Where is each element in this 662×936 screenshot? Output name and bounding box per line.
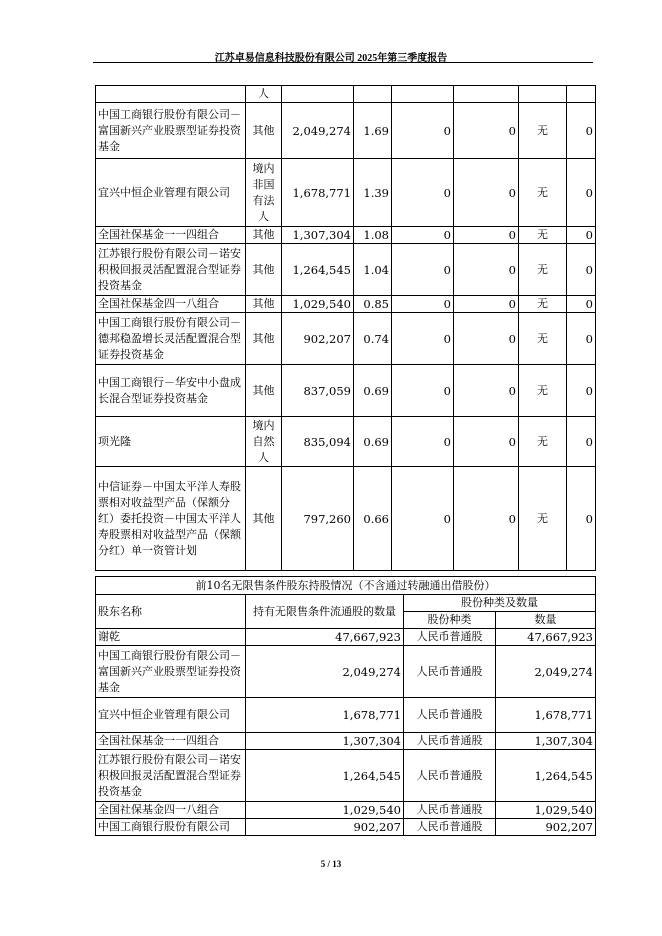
holder-name: 宜兴中恒企业管理有限公司 [96,698,246,733]
holder-name: 中国工商银行股份有限公司－富国新兴产业股票型证券投资基金 [96,646,246,698]
table-row [96,646,596,698]
holder-name: 宜兴中恒企业管理有限公司 [96,159,246,227]
share-quantity: 1,029,540 [496,802,596,819]
pledge-quantity: 0 [567,103,596,159]
holding-ratio: 1.08 [354,227,392,244]
holder-name: 江苏银行股份有限公司－诺安积极回报灵活配置混合型证券投资基金 [96,244,246,296]
shares-held: 1,029,540 [282,296,354,313]
restricted-incl-lending: 0 [454,103,519,159]
pledge-status: 无 [519,227,567,244]
shares-held: 2,049,274 [282,103,354,159]
table-row [96,159,596,227]
holding-ratio: 0.74 [354,313,392,365]
table-row [96,698,596,733]
pledge-status: 无 [519,467,567,571]
unrestricted-shares: 1,307,304 [246,733,404,750]
restricted-incl-lending: 0 [454,244,519,296]
shares-held: 835,094 [282,417,354,467]
pledge-status: 无 [519,103,567,159]
pledge-quantity: 0 [567,227,596,244]
pledge-status: 无 [519,159,567,227]
pledge-quantity: 0 [567,313,596,365]
holding-ratio: 0.69 [354,365,392,417]
table-row [96,86,596,103]
holder-name: 中国工商银行－华安中小盘成长混合型证券投资基金 [96,365,246,417]
shares-held: 837,059 [282,365,354,417]
table-row [96,227,596,244]
restricted-shares: 0 [392,159,454,227]
pledge-status: 无 [519,417,567,467]
share-quantity: 1,678,771 [496,698,596,733]
header-quantity: 数量 [496,612,596,629]
restricted-shares: 0 [392,296,454,313]
shares-held: 902,207 [282,313,354,365]
restricted-shares: 0 [392,103,454,159]
header-holder: 股东名称 [96,595,246,629]
pledge-status: 无 [519,244,567,296]
share-type: 人民币普通股 [404,819,496,836]
holding-ratio: 1.04 [354,244,392,296]
unrestricted-shares: 1,029,540 [246,802,404,819]
shareholders-table [95,85,596,571]
unrestricted-shares: 47,667,923 [246,629,404,646]
holder-nature: 其他 [246,244,282,296]
table-title: 前10名无限售条件股东持股情况（不含通过转融通出借股份） [96,577,596,595]
restricted-shares: 0 [392,244,454,296]
restricted-shares: 0 [392,313,454,365]
table-row [96,467,596,571]
shares-held: 1,264,545 [282,244,354,296]
pledge-quantity: 0 [567,296,596,313]
header-share-type-group: 股份种类及数量 [404,595,596,612]
holder-nature: 其他 [246,103,282,159]
holder-nature: 其他 [246,227,282,244]
page-number: 5 / 13 [320,859,342,869]
header-divider [93,62,593,63]
pledge-quantity: 0 [567,467,596,571]
share-quantity: 2,049,274 [496,646,596,698]
header-share-type: 股份种类 [404,612,496,629]
unrestricted-shareholders-table [95,576,596,836]
restricted-shares: 0 [392,365,454,417]
holder-name: 中国工商银行股份有限公司－德邦稳盈增长灵活配置混合型证券投资基金 [96,313,246,365]
restricted-incl-lending: 0 [454,227,519,244]
share-type: 人民币普通股 [404,750,496,802]
share-type: 人民币普通股 [404,646,496,698]
holding-ratio: 1.39 [354,159,392,227]
table-row [96,244,596,296]
unrestricted-shares: 1,264,545 [246,750,404,802]
table-row [96,629,596,646]
holding-ratio: 0.85 [354,296,392,313]
holding-ratio: 1.69 [354,103,392,159]
holder-name: 中信证券－中国太平洋人寿股票相对收益型产品（保额分红）委托投资－中国太平洋人寿股票相对收益型产品（保额分红）单一资管计划 [96,467,246,571]
restricted-incl-lending: 0 [454,159,519,227]
header-unrestricted: 持有无限售条件流通股的数量 [246,595,404,629]
carry-over-cell: 人 [246,86,282,103]
report-header: 江苏卓易信息科技股份有限公司 2025年第三季度报告 [214,53,448,64]
holder-name: 中国工商银行股份有限公司 [96,819,246,836]
restricted-shares: 0 [392,467,454,571]
holder-name: 中国工商银行股份有限公司－富国新兴产业股票型证券投资基金 [96,103,246,159]
holding-ratio: 0.69 [354,417,392,467]
unrestricted-shares: 2,049,274 [246,646,404,698]
table-row [96,103,596,159]
share-type: 人民币普通股 [404,733,496,750]
holder-name: 江苏银行股份有限公司－诺安积极回报灵活配置混合型证券投资基金 [96,750,246,802]
restricted-incl-lending: 0 [454,313,519,365]
restricted-incl-lending: 0 [454,296,519,313]
table-row [96,313,596,365]
holding-ratio: 0.66 [354,467,392,571]
pledge-status: 无 [519,313,567,365]
holder-nature: 其他 [246,313,282,365]
holder-nature: 境内非国有法人 [246,159,282,227]
holder-name: 全国社保基金一一四组合 [96,227,246,244]
shares-held: 797,260 [282,467,354,571]
share-type: 人民币普通股 [404,629,496,646]
share-quantity: 47,667,923 [496,629,596,646]
restricted-incl-lending: 0 [454,417,519,467]
share-quantity: 902,207 [496,819,596,836]
holder-nature: 境内自然人 [246,417,282,467]
table-row [96,417,596,467]
restricted-shares: 0 [392,417,454,467]
share-type: 人民币普通股 [404,802,496,819]
table-row [96,750,596,802]
pledge-quantity: 0 [567,244,596,296]
unrestricted-shares: 902,207 [246,819,404,836]
restricted-incl-lending: 0 [454,467,519,571]
holder-name: 全国社保基金一一四组合 [96,733,246,750]
pledge-quantity: 0 [567,417,596,467]
restricted-shares: 0 [392,227,454,244]
holder-nature: 其他 [246,296,282,313]
holder-name: 全国社保基金四一八组合 [96,802,246,819]
pledge-status: 无 [519,365,567,417]
pledge-quantity: 0 [567,159,596,227]
restricted-incl-lending: 0 [454,365,519,417]
table-title-row [96,577,596,595]
pledge-status: 无 [519,296,567,313]
holder-name: 谢乾 [96,629,246,646]
holder-nature: 其他 [246,365,282,417]
table-row [96,802,596,819]
share-quantity: 1,307,304 [496,733,596,750]
table-row [96,819,596,836]
shares-held: 1,307,304 [282,227,354,244]
table-row [96,296,596,313]
share-type: 人民币普通股 [404,698,496,733]
holder-name: 全国社保基金四一八组合 [96,296,246,313]
table-row [96,365,596,417]
holder-name: 项光隆 [96,417,246,467]
table-row [96,733,596,750]
holder-nature: 其他 [246,467,282,571]
table-header-row [96,595,596,612]
pledge-quantity: 0 [567,365,596,417]
shares-held: 1,678,771 [282,159,354,227]
share-quantity: 1,264,545 [496,750,596,802]
unrestricted-shares: 1,678,771 [246,698,404,733]
